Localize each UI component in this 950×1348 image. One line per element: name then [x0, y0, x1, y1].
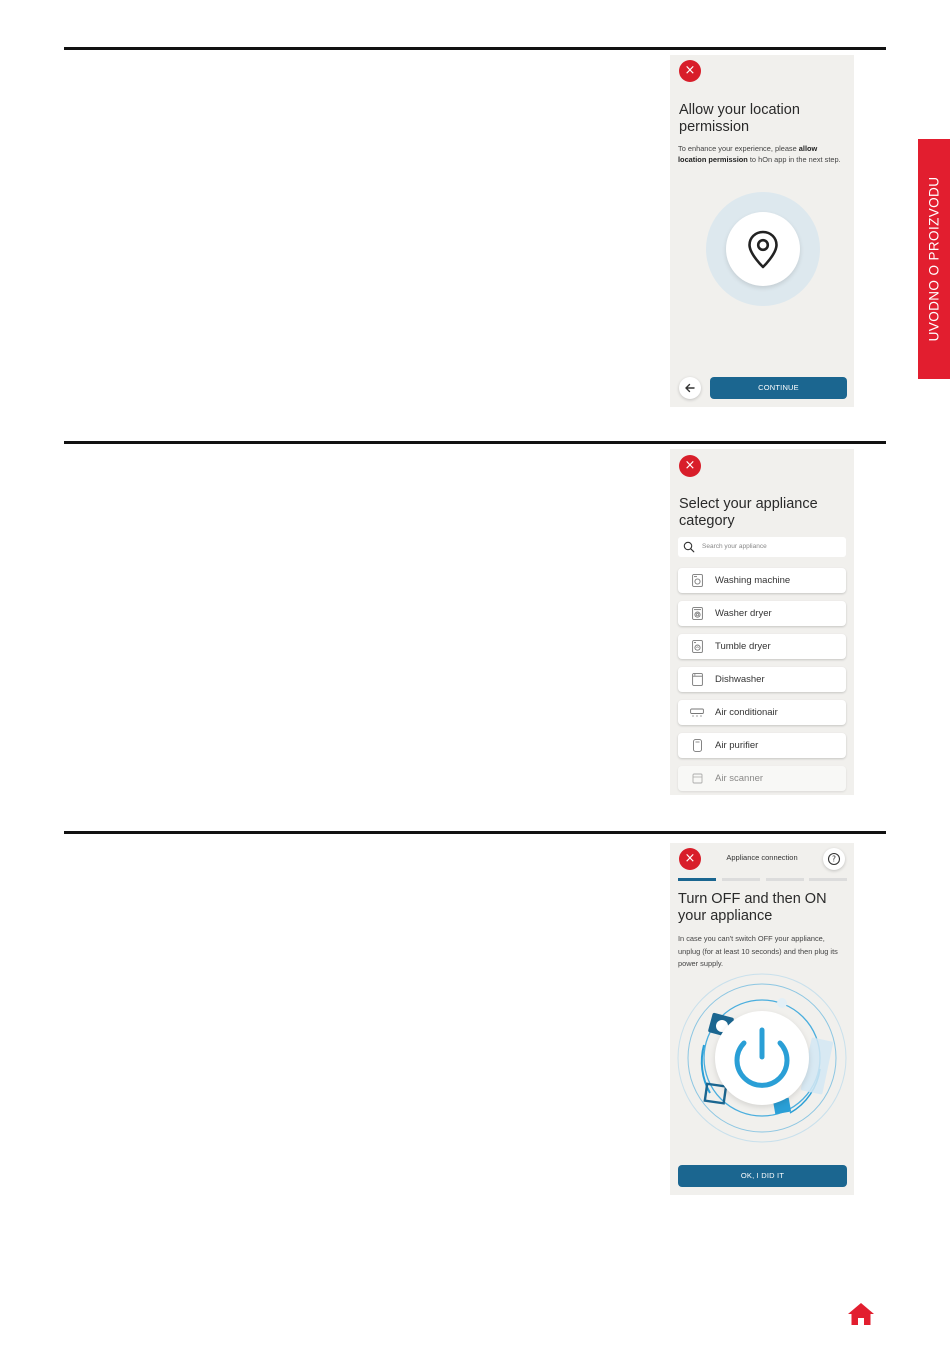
- svg-text:?: ?: [832, 854, 836, 864]
- section-divider: [64, 831, 886, 834]
- header-title: Appliance connection: [726, 853, 798, 862]
- appliance-item-tumble-dryer[interactable]: [678, 634, 846, 659]
- search-placeholder: Search your appliance: [702, 543, 767, 550]
- appliance-item-air-conditioner[interactable]: [678, 700, 846, 725]
- tumble-dryer-icon: [692, 640, 703, 653]
- appliance-item-dishwasher[interactable]: [678, 667, 846, 692]
- progress-step: [809, 878, 847, 881]
- section-divider: [64, 47, 886, 50]
- screen-title: Allow your location permission: [679, 102, 800, 135]
- arrow-left-icon: [679, 377, 701, 399]
- search-input[interactable]: [678, 537, 846, 557]
- search-icon: [683, 541, 695, 553]
- appliance-label: Air conditionair: [715, 707, 778, 718]
- screen-description: In case you can't switch OFF your appliance, unplug (for at least 10 seconds) and then plug its power supply.: [678, 934, 838, 968]
- air-scanner-icon: [692, 772, 703, 785]
- close-button[interactable]: ×: [679, 455, 701, 477]
- screen-description: To enhance your experience, please allow location permission to hOn app in the next step.: [678, 144, 841, 164]
- close-button[interactable]: ×: [679, 60, 701, 82]
- appliance-label: Washer dryer: [715, 608, 772, 619]
- appliance-connection-screen: [670, 843, 854, 1195]
- washing-machine-icon: [692, 574, 703, 587]
- appliance-label: Tumble dryer: [715, 641, 771, 652]
- appliance-item-air-purifier[interactable]: [678, 733, 846, 758]
- appliance-label: Dishwasher: [715, 674, 765, 685]
- progress-step: [678, 878, 716, 881]
- location-illustration: [706, 192, 820, 306]
- air-conditioner-icon: [690, 706, 704, 719]
- home-icon[interactable]: [847, 1302, 875, 1326]
- help-icon: [823, 848, 845, 870]
- close-button[interactable]: ×: [679, 848, 701, 870]
- section-divider: [64, 441, 886, 444]
- back-button[interactable]: [679, 377, 701, 399]
- air-purifier-icon: [692, 739, 703, 752]
- progress-step: [766, 878, 804, 881]
- appliance-item-washer-dryer[interactable]: [678, 601, 846, 626]
- appliance-category-screen: [670, 449, 854, 795]
- screen-title: Turn OFF and then ON your appliance: [678, 891, 827, 924]
- section-tab: [918, 139, 950, 379]
- appliance-label: Air purifier: [715, 740, 759, 751]
- location-permission-screen: [670, 55, 854, 407]
- progress-step: [722, 878, 760, 881]
- ok-button[interactable]: OK, I DID IT: [678, 1165, 847, 1187]
- screen-title: Select your appliance category: [679, 496, 818, 529]
- appliance-label: Air scanner: [715, 773, 764, 784]
- section-tab-label: UVODNO O PROIZVODU: [926, 176, 942, 342]
- power-illustration: [670, 973, 854, 1148]
- location-pin-icon: [726, 212, 800, 286]
- appliance-item-washing-machine[interactable]: [678, 568, 846, 593]
- help-button[interactable]: [823, 848, 845, 870]
- dishwasher-icon: [692, 673, 703, 686]
- appliance-label: Washing machine: [715, 575, 791, 586]
- continue-button[interactable]: CONTINUE: [710, 377, 847, 399]
- washer-dryer-icon: [692, 607, 703, 620]
- appliance-item-air-scanner[interactable]: [678, 766, 846, 791]
